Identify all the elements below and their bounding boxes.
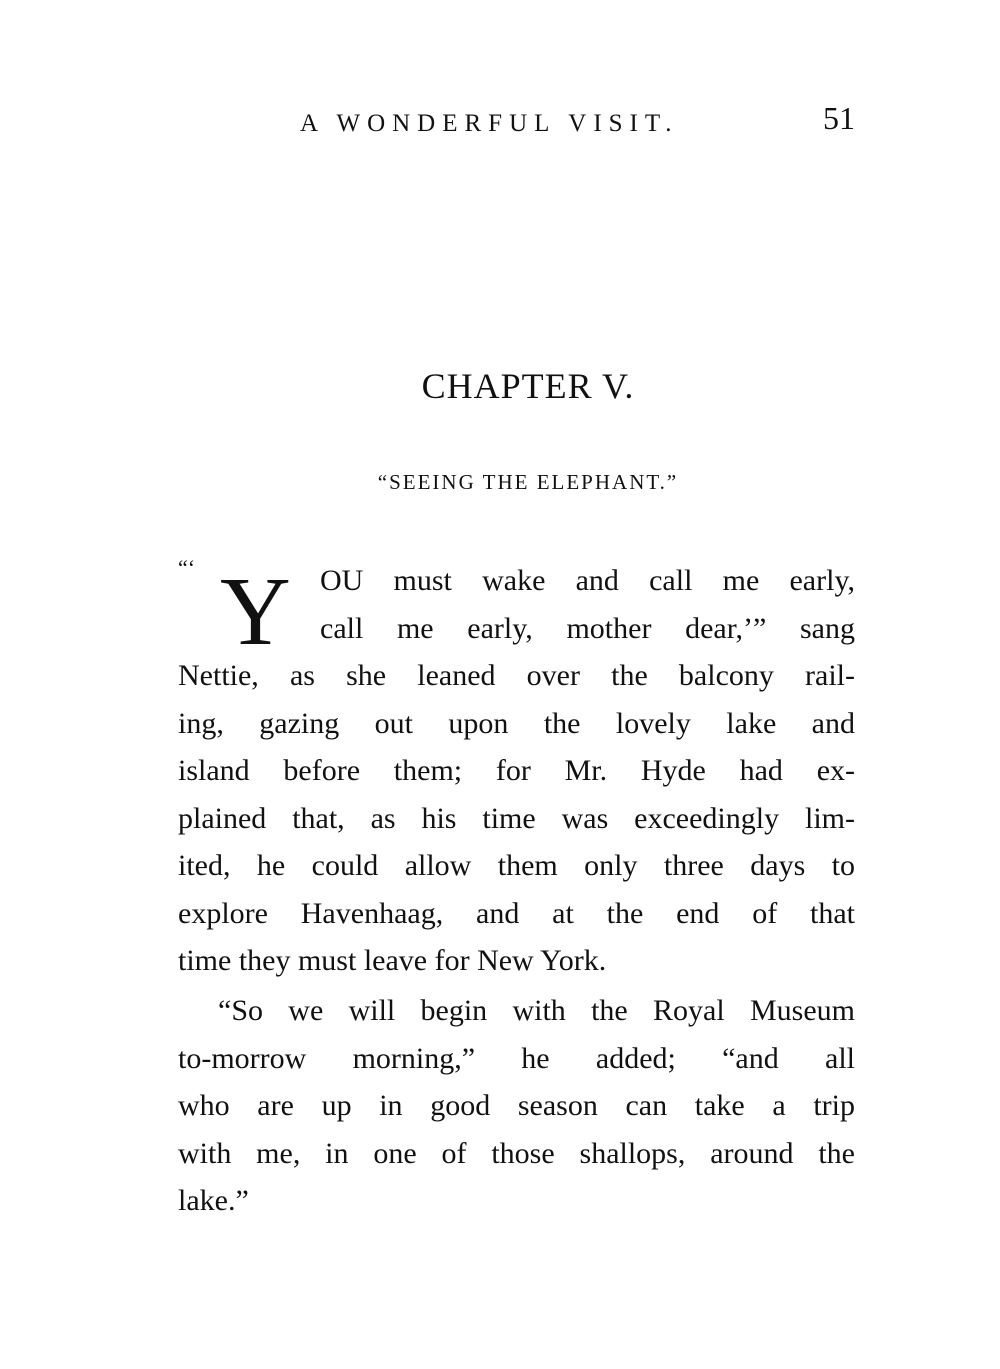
text-line: with me, in one of those shallops, around the [178,1136,855,1170]
paragraph-2 [178,987,855,1225]
text-line: plained that, as his time was exceedingly lim- [178,801,855,835]
text-line: island before them; for Mr. Hyde had ex- [178,754,855,787]
text-line: to-morrow morning,” he added; “and all [178,1041,855,1075]
running-head [300,100,855,144]
text-line: ited, he could allow them only three days to [178,849,855,882]
text-line: who are up in good season can take a trip [178,1089,855,1122]
page-number: 51 [823,100,855,136]
chapter-subtitle: “SEEING THE ELEPHANT.” [377,470,679,494]
text-line: “So we will begin with the Royal Museum [218,994,855,1027]
text-line: lake.” [178,1184,249,1217]
text-line: OU must wake and call me early, [320,564,855,597]
opening-quote: “‘ [178,555,196,580]
running-head-title: A WONDERFUL VISIT. [300,110,679,137]
drop-cap: Y [220,558,291,666]
text-line: explore Havenhaag, and at the end of that [178,896,855,930]
text-line: ing, gazing out upon the lovely lake and [178,706,855,740]
chapter-heading: CHAPTER V. [421,366,635,406]
paragraph-1 [178,557,855,985]
text-line: time they must leave for New York. [178,944,607,977]
text-line: call me early, mother dear,’” sang [320,611,855,645]
text-line: Nettie, as she leaned over the balcony rail- [178,659,855,692]
